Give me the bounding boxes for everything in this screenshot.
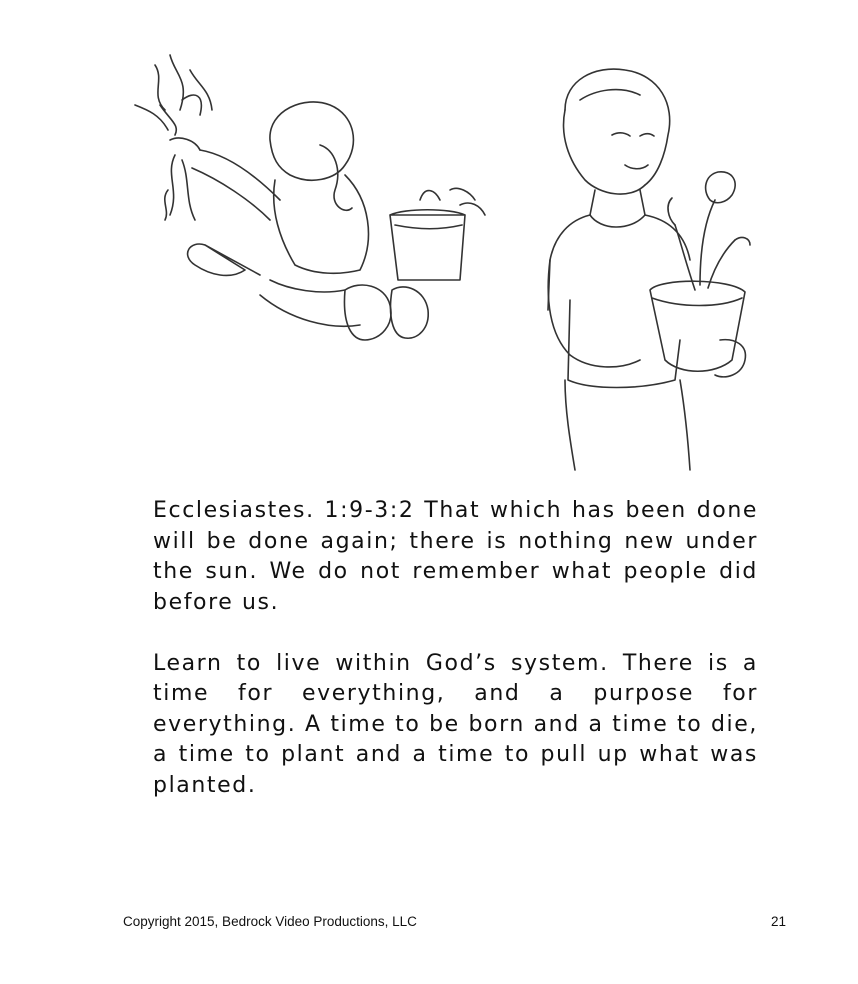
lesson-paragraph: Learn to live within God’s system. There is a time for everything, and a purpose for everything. A time to be born and a time to die, a time to plant and a time to pull up what was planted.: [153, 650, 758, 798]
illustration: [120, 40, 780, 480]
girl-holding-potted-flower-illustration: [548, 69, 750, 470]
copyright-notice: Copyright 2015, Bedrock Video Productions, LLC: [123, 914, 417, 929]
body-text: [153, 496, 758, 832]
scripture-paragraph: Ecclesiastes. 1:9-3:2 That which has been done will be done again; there is nothing new under the sun. We do not remember what people did before us.: [153, 498, 758, 615]
page-number: 21: [770, 914, 786, 929]
girl-kneeling-pulling-weeds-illustration: [135, 55, 485, 340]
